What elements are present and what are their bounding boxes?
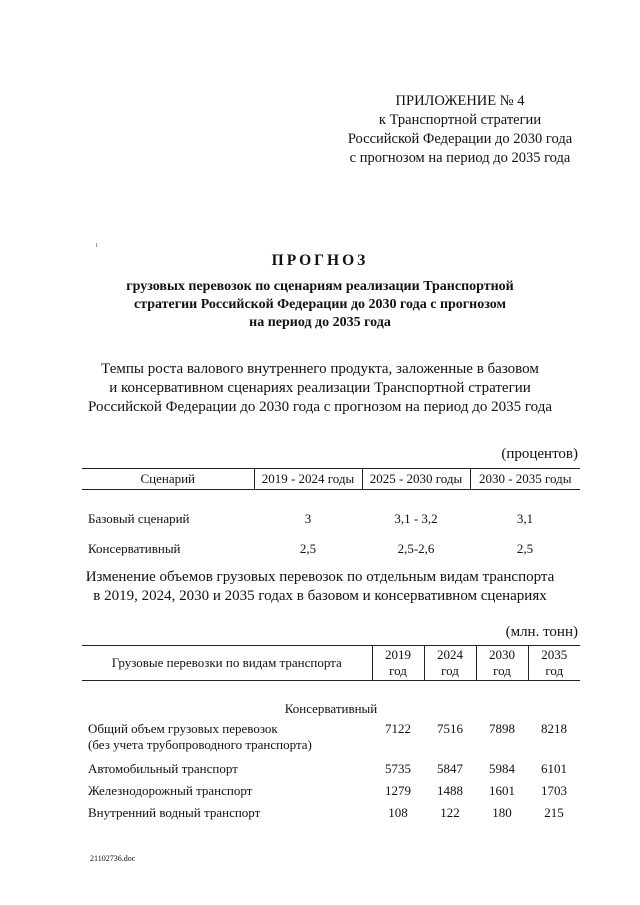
cell-value: 5735 xyxy=(385,760,411,776)
cell-value: 180 xyxy=(492,804,512,820)
table-row xyxy=(82,761,580,783)
freight-col-2024: 2024 год xyxy=(424,646,476,681)
cell-value: 5847 xyxy=(437,760,463,776)
freight-col-2019: 2019 год xyxy=(372,646,424,681)
appendix-header xyxy=(330,92,590,168)
row-label: Внутренний водный транспорт xyxy=(88,804,261,820)
subtitle-line-2: стратегии Российской Федерации до 2030 года с прогнозом xyxy=(133,297,507,312)
gdp-col-2025-2030: 2025 - 2030 годы xyxy=(362,469,470,490)
cell-value: 7122 xyxy=(385,720,411,736)
gdp-heading-line-2: и консервативном сценариях реализации Транспортной стратегии xyxy=(109,380,531,396)
row-label: Базовый сценарий xyxy=(88,510,190,526)
gdp-unit: (процентов) xyxy=(501,446,578,462)
gdp-col-2030-2035: 2030 - 2035 годы xyxy=(470,469,580,490)
subtitle-line-3: на период до 2035 года xyxy=(249,315,391,330)
table-row xyxy=(82,540,580,558)
cell-value: 1488 xyxy=(437,782,463,798)
row-label: Общий объем грузовых перевозок (без учета трубопроводного транспорта) xyxy=(88,720,312,752)
table-row xyxy=(82,510,580,528)
footer-filename: 21102736.doc xyxy=(90,854,136,863)
cell-value: 1703 xyxy=(541,782,567,798)
cell-value: 1601 xyxy=(489,782,515,798)
gdp-heading-line-1: Темпы роста валового внутреннего продукта, заложенные в базовом xyxy=(101,361,539,377)
cell-value: 108 xyxy=(388,804,408,820)
scan-mark xyxy=(96,243,97,247)
freight-table xyxy=(82,645,580,827)
freight-col-transport: Грузовые перевозки по видам транспорта xyxy=(82,646,372,681)
gdp-col-scenario: Сценарий xyxy=(82,469,254,490)
cell-value: 3 xyxy=(304,510,312,526)
freight-heading-line-1: Изменение объемов грузовых перевозок по отдельным видам транспорта xyxy=(85,569,555,585)
freight-col-2035: 2035 год xyxy=(528,646,580,681)
document-subtitle xyxy=(100,278,540,332)
appendix-line-3: Российской Федерации до 2030 года xyxy=(347,131,573,147)
cell-value: 2,5 xyxy=(299,540,317,556)
row-label: Железнодорожный транспорт xyxy=(88,782,253,798)
cell-value: 122 xyxy=(440,804,460,820)
gdp-table-header xyxy=(82,469,580,490)
appendix-line-2: к Транспортной стратегии xyxy=(378,112,542,128)
row-label: Консервативный xyxy=(88,540,181,556)
cell-value: 1279 xyxy=(385,782,411,798)
freight-heading-line-2: в 2019, 2024, 2030 и 2035 годах в базовом и консервативном сценариях xyxy=(93,588,547,604)
gdp-heading xyxy=(40,360,600,417)
document-title: ПРОГНОЗ xyxy=(271,252,369,269)
subtitle-line-1: грузовых перевозок по сценариям реализации Транспортной xyxy=(126,279,514,294)
appendix-number: ПРИЛОЖЕНИЕ № 4 xyxy=(395,93,525,109)
table-row xyxy=(82,805,580,827)
table-row xyxy=(82,721,580,753)
cell-value: 8218 xyxy=(541,720,567,736)
cell-value: 3,1 - 3,2 xyxy=(394,510,438,526)
freight-unit: (млн. тонн) xyxy=(505,624,578,640)
row-label: Автомобильный транспорт xyxy=(88,760,238,776)
freight-table-header xyxy=(82,646,580,681)
cell-value: 6101 xyxy=(541,760,567,776)
cell-value: 2,5 xyxy=(516,540,534,556)
table-row xyxy=(82,783,580,805)
appendix-line-4: с прогнозом на период до 2035 года xyxy=(349,150,571,166)
scenario-label: Консервативный xyxy=(284,700,378,716)
gdp-col-2019-2024: 2019 - 2024 годы xyxy=(254,469,362,490)
gdp-table xyxy=(82,468,580,558)
gdp-heading-line-3: Российской Федерации до 2030 года с прогнозом на период до 2035 года xyxy=(87,399,553,415)
cell-value: 7516 xyxy=(437,720,463,736)
freight-col-2030: 2030 год xyxy=(476,646,528,681)
cell-value: 7898 xyxy=(489,720,515,736)
cell-value: 5984 xyxy=(489,760,515,776)
cell-value: 2,5-2,6 xyxy=(397,540,435,556)
cell-value: 215 xyxy=(544,804,564,820)
freight-heading xyxy=(40,568,600,606)
cell-value: 3,1 xyxy=(516,510,534,526)
